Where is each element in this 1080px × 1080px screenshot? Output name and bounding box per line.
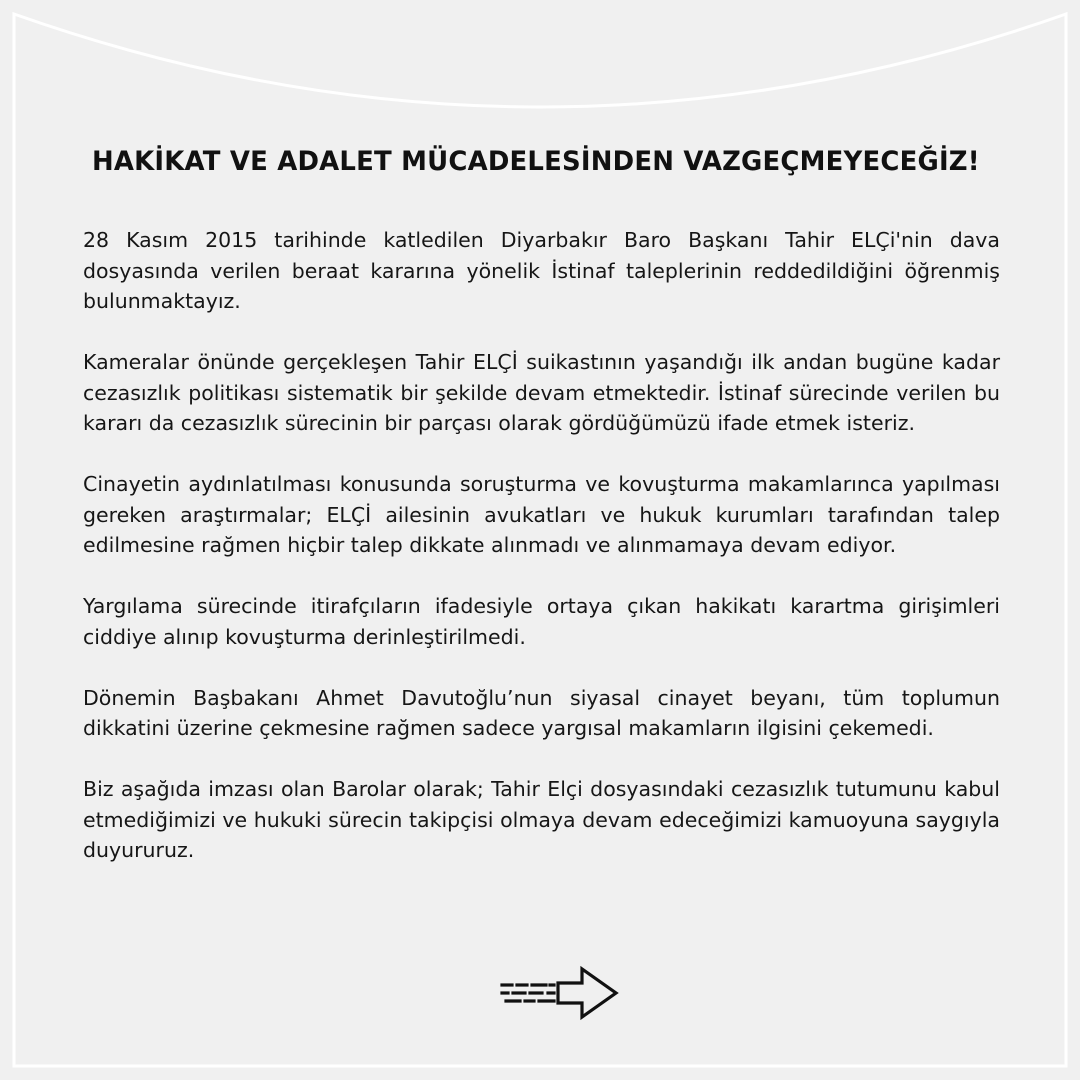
paragraph-3: Cinayetin aydınlatılması konusunda soruşturma ve kovuşturma makamlarınca yapılması gereken araştırmalar; ELÇİ ailesinin avukatları ve hukuk kurumları tarafından talep edilmesine rağmen hiçbir talep dikkate alınmadı ve alınmamaya devam ediyor. xyxy=(83,472,1000,557)
page-title: HAKİKAT VE ADALET MÜCADELESİNDEN VAZGEÇMEYECEĞİZ! xyxy=(92,146,980,177)
arrow-right-icon[interactable] xyxy=(498,965,622,1021)
paragraph-4: Yargılama sürecinde itirafçıların ifadesiyle ortaya çıkan hakikatı karartma girişimleri ciddiye alınıp kovuşturma derinleştirilmedi. xyxy=(83,594,1000,649)
paragraph-6: Biz aşağıda imzası olan Barolar olarak; Tahir Elçi dosyasındaki cezasızlık tutumunu kabul etmediğimizi ve hukuki sürecin takipçisi olmaya devam edeceğimizi kamuoyuna saygıyla duyururuz. xyxy=(83,777,1000,862)
statement-body xyxy=(83,225,1000,896)
paragraph-1: 28 Kasım 2015 tarihinde katledilen Diyarbakır Baro Başkanı Tahir ELÇi'nin dava dosyasında verilen beraat kararına yönelik İstinaf taleplerinin reddedildiğini öğrenmiş bulunmaktayız. xyxy=(83,228,1000,313)
paragraph-2: Kameralar önünde gerçekleşen Tahir ELÇİ suikastının yaşandığı ilk andan bugüne kadar cezasızlık politikası sistematik bir şekilde devam etmektedir. İstinaf sürecinde verilen bu kararı da cezasızlık sürecinin bir parçası olarak gördüğümüzü ifade etmek isteriz. xyxy=(83,350,1000,435)
paragraph-5: Dönemin Başbakanı Ahmet Davutoğlu’nun siyasal cinayet beyanı, tüm toplumun dikkatini üzerine çekmesine rağmen sadece yargısal makamların ilgisini çekemedi. xyxy=(83,685,1000,740)
